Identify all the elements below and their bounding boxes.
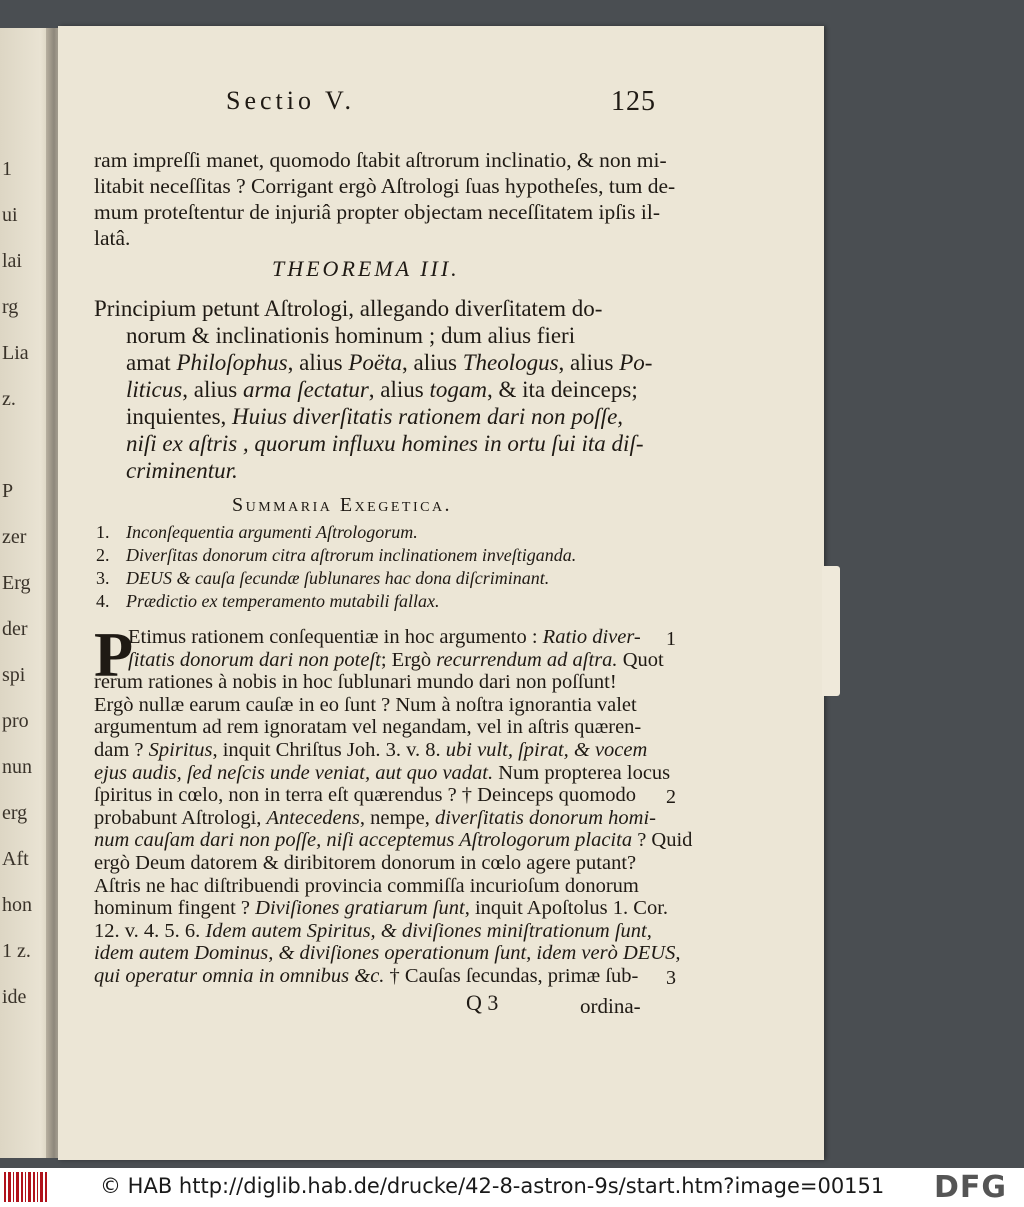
summaria-item <box>96 545 576 566</box>
text-run: Philoſophus <box>176 350 288 375</box>
page-number: 125 <box>611 86 656 117</box>
summaria-number: 3. <box>96 568 110 588</box>
text-run: argumentum ad rem ignoratam vel negandam, vel in aſtris quæren- <box>94 716 642 739</box>
left-page-fragment: ui <box>2 204 18 226</box>
theorem-line <box>126 431 644 457</box>
text-run: ſpiritus in cœlo, non in terra eſt quærendus ? † Deinceps quomodo <box>94 784 637 807</box>
theorem-line <box>126 458 238 484</box>
credit-bar <box>0 1168 1024 1207</box>
text-run: ; Ergò <box>380 648 437 671</box>
left-page-fragment: Erg <box>2 572 31 594</box>
text-run: Antecedens <box>266 806 360 829</box>
body-line <box>94 829 692 852</box>
body-line <box>94 716 641 739</box>
left-page-fragment: hon <box>2 894 32 916</box>
running-header <box>226 86 656 116</box>
left-page-fragment: lai <box>2 250 22 272</box>
text-run: criminentur. <box>126 458 238 483</box>
summaria-text: DEUS & cauſa ſecundæ ſublunares hac dona diſcriminant. <box>126 568 550 588</box>
text-run: amat <box>126 350 177 375</box>
text-run: ſitatis donorum dari non poteſt <box>128 648 381 671</box>
text-run: niſi ex aſtris , quorum influxu homines in ortu ſui ita diſ- <box>126 431 644 456</box>
text-run: probabunt Aſtrologi, <box>94 806 267 829</box>
barcode-icon <box>4 1172 48 1202</box>
theorem-line <box>94 296 602 322</box>
left-page-fragment: rg <box>2 296 19 318</box>
body-line <box>94 807 656 830</box>
body-line <box>94 694 637 717</box>
text-run: norum & inclinationis hominum ; dum alius fieri <box>126 323 576 348</box>
summaria-text: Prædictio ex temperamento mutabili fallax. <box>126 591 440 611</box>
text-run: hominum fingent ? <box>94 897 256 920</box>
text-run: rerum rationes à nobis in hoc ſublunari mundo dari non poſſunt! <box>94 671 617 694</box>
body-line <box>94 784 636 807</box>
text-run: Ratio diver- <box>542 626 641 648</box>
text-run: , alius <box>558 350 620 375</box>
text-run: idem autem Dominus, & diviſiones operationum ſunt, idem verò DEUS, <box>94 942 681 965</box>
text-run: ejus audis, ſed neſcis unde veniat, aut quo vadat. <box>94 761 494 784</box>
left-page-fragment: zer <box>2 526 27 548</box>
body-line <box>94 897 668 920</box>
summaria-item <box>96 522 418 543</box>
dfg-logo: DFG <box>934 1170 1008 1205</box>
body-line <box>94 965 638 988</box>
left-page-fragment: 1 <box>2 158 12 180</box>
left-page-fragment: erg <box>2 802 28 824</box>
credit-link[interactable]: © HAB http://diglib.hab.de/drucke/42-8-astron-9s/start.htm?image=00151 <box>100 1174 885 1198</box>
left-page-fragment: P <box>2 480 14 502</box>
left-page-fragment: ide <box>2 986 27 1008</box>
left-page-fragment: spi <box>2 664 26 686</box>
left-page-fragment: Lia <box>2 342 29 364</box>
summaria-number: 4. <box>96 591 110 611</box>
text-run: recurrendum ad aſtra. <box>436 648 618 671</box>
summaria-number: 2. <box>96 545 110 565</box>
text-run: ergò Deum datorem & diribitorem donorum in cœlo agere putant? <box>94 852 637 874</box>
margin-number: 2 <box>666 786 676 809</box>
text-run: , alius <box>401 350 463 375</box>
theorem-title: THEOREMA III. <box>272 256 460 281</box>
text-run: Idem autem Spiritus, & diviſiones miniſtrationum ſunt, <box>205 919 652 942</box>
text-run: , nempe, <box>359 806 436 829</box>
page-tab <box>822 566 840 696</box>
body-line <box>94 942 680 965</box>
signature-mark: Q 3 <box>466 990 499 1015</box>
text-line: ram impreſſi manet, quomodo ſtabit aſtrorum inclinatio, & non mi- <box>94 148 667 172</box>
text-line: litabit neceſſitas ? Corrigant ergò Aſtrologi ſuas hypotheſes, tum de- <box>94 174 676 198</box>
text-run: Diviſiones gratiarum ſunt <box>255 897 465 920</box>
text-run: arma ſectatur <box>242 377 369 402</box>
theorem-line <box>126 377 638 403</box>
text-run: , inquit Chriſtus Joh. 3. v. 8. <box>212 739 446 761</box>
summaria-title: Summaria Exegetica. <box>232 494 453 516</box>
text-run: inquientes, <box>126 404 233 429</box>
text-run: Quot <box>617 648 664 671</box>
text-run: † Cauſas ſecundas, primæ ſub- <box>384 965 639 987</box>
body-line <box>128 649 664 672</box>
text-run: ? Quid <box>632 829 693 852</box>
text-run: num cauſam dari non poſſe, niſi acceptemus Aſtrologorum placita <box>94 829 633 852</box>
text-run: , inquit Apoſtolus 1. Cor. <box>464 897 669 920</box>
margin-number: 3 <box>666 967 676 989</box>
text-run: Spiritus <box>148 739 213 761</box>
text-run: Ergò nullæ earum cauſæ in eo ſunt ? Num à noſtra ignorantia valet <box>94 693 637 716</box>
theorem-line <box>126 350 652 376</box>
text-run: Huius diverſitatis rationem dari non poſſe, <box>232 404 624 429</box>
text-run: Theologus <box>462 350 559 375</box>
body-line <box>94 852 636 875</box>
left-page-fragment: nun <box>2 756 32 778</box>
body-line <box>94 875 639 898</box>
text-run: Po- <box>619 350 653 375</box>
body-line <box>94 671 617 694</box>
text-run: dam ? <box>94 739 149 761</box>
drop-capital: P <box>94 619 134 690</box>
theorem-line <box>126 323 575 349</box>
summaria-text: Diverſitas donorum citra aſtrorum inclinationem inveſtiganda. <box>126 545 577 565</box>
text-run: ubi vult, ſpirat, & vocem <box>445 739 648 761</box>
text-run: Etimus rationem conſequentiæ in hoc argumento : <box>128 626 543 648</box>
summaria-number: 1. <box>96 522 110 542</box>
left-page-fragment: 1 z. <box>2 940 31 962</box>
text-run: togam <box>429 377 487 402</box>
body-line <box>94 762 670 785</box>
left-page-fragment: Aft <box>2 848 29 870</box>
margin-number: 1 <box>666 628 676 650</box>
left-page-fragment: pro <box>2 710 29 732</box>
text-line: mum proteſtentur de injuriâ propter objectam neceſſitatem ipſis il- <box>94 200 660 224</box>
text-run: , & ita deinceps; <box>487 377 638 402</box>
text-run: 12. v. 4. 5. 6. <box>94 919 206 942</box>
text-run: Aſtris ne hac diſtribuendi provincia commiſſa incurioſum donorum <box>94 874 639 897</box>
text-run: Principium petunt Aſtrologi, allegando diverſitatem do- <box>94 296 603 321</box>
summaria-item <box>96 568 549 589</box>
text-run: Poëta <box>348 350 402 375</box>
running-title: Sectio V. <box>226 86 355 115</box>
body-line <box>128 626 641 649</box>
text-run: , alius <box>287 350 349 375</box>
text-run: , alius <box>182 377 243 402</box>
left-page-fragment: der <box>2 618 28 640</box>
text-run: liticus <box>126 377 183 402</box>
text-line: latâ. <box>94 226 131 250</box>
left-page-fragment: z. <box>2 388 16 410</box>
text-run: , alius <box>368 377 430 402</box>
body-line <box>94 739 647 762</box>
text-run: diverſitatis donorum homi- <box>435 806 656 829</box>
text-run: qui operatur omnia in omnibus &c. <box>94 965 385 987</box>
summaria-text: Inconſequentia argumenti Aſtrologorum. <box>126 522 418 542</box>
text-run: Num propterea locus <box>493 761 671 784</box>
summaria-item <box>96 591 439 612</box>
catchword: ordina- <box>580 994 641 1018</box>
theorem-line <box>126 404 623 430</box>
body-line <box>94 920 652 943</box>
